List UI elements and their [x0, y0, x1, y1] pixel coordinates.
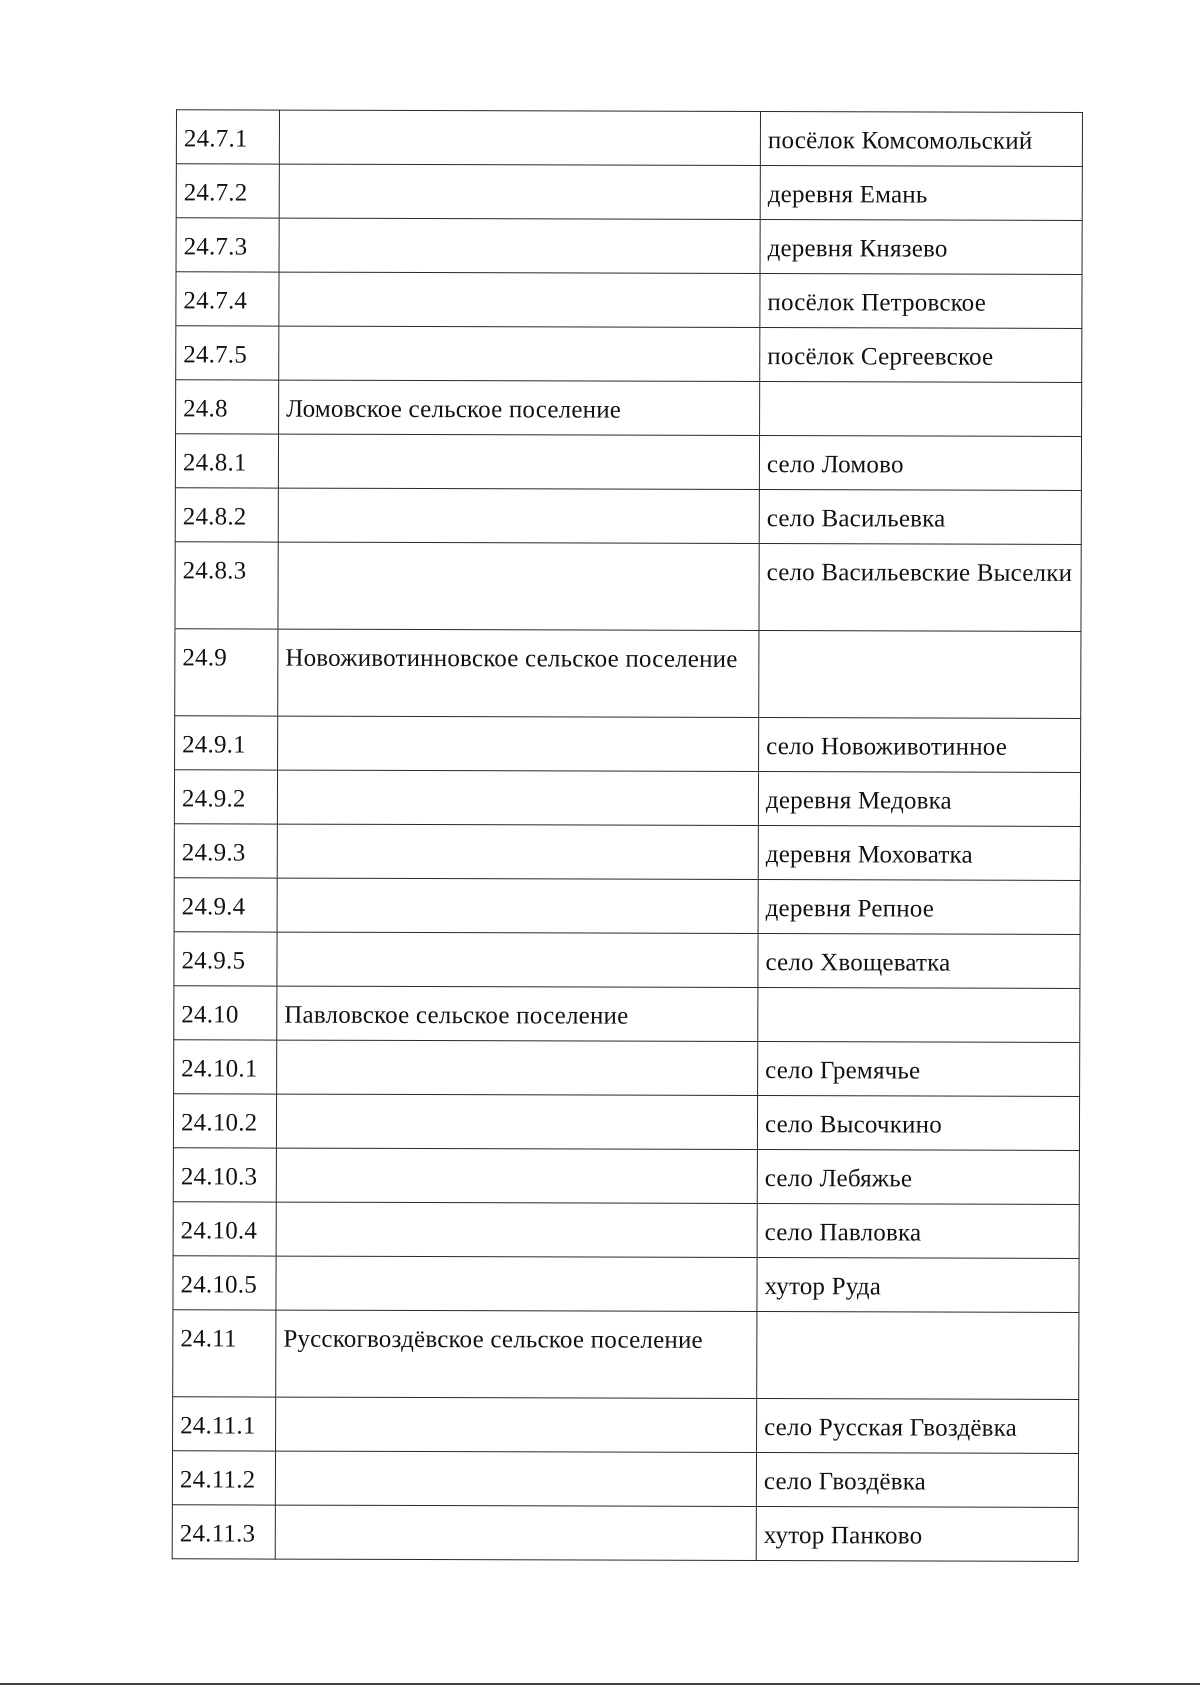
settlement-cell	[279, 110, 760, 165]
row-number-cell: 24.10.3	[173, 1148, 276, 1202]
settlement-cell	[277, 878, 758, 933]
locality-cell: деревня Медовка	[758, 772, 1080, 827]
row-number-cell: 24.8.1	[175, 434, 278, 488]
table-row-settlement-heading	[174, 986, 1080, 1043]
locality-cell: хутор Руда	[757, 1258, 1079, 1313]
locality-cell: село Лебяжье	[757, 1150, 1079, 1205]
settlement-cell	[279, 164, 760, 219]
settlement-cell	[279, 326, 760, 381]
locality-cell	[759, 631, 1081, 719]
row-number-cell: 24.10.2	[173, 1094, 276, 1148]
table-row	[172, 1505, 1078, 1562]
locality-cell	[758, 988, 1080, 1043]
table-row-settlement-heading	[176, 380, 1082, 437]
locality-cell: село Ломово	[759, 436, 1081, 491]
settlement-cell	[276, 1397, 757, 1452]
table-row	[173, 1397, 1079, 1454]
settlement-cell	[276, 1148, 757, 1203]
settlement-cell	[275, 1505, 756, 1560]
row-number-cell: 24.9	[175, 629, 278, 716]
settlement-cell	[278, 488, 759, 543]
locality-cell: село Русская Гвоздёвка	[757, 1399, 1079, 1454]
row-number-cell: 24.9.2	[174, 770, 277, 824]
row-number-cell: 24.11.1	[173, 1397, 276, 1451]
row-number-cell: 24.8.3	[175, 542, 278, 629]
row-number-cell: 24.7.4	[176, 272, 279, 326]
table-row	[172, 1451, 1078, 1508]
locality-cell: деревня Моховатка	[758, 826, 1080, 881]
locality-cell: село Хвощеватка	[758, 934, 1080, 989]
locality-cell: село Гвоздёвка	[756, 1453, 1078, 1508]
locality-cell: село Гремячье	[758, 1042, 1080, 1097]
settlement-cell: Павловское сельское поселение	[277, 986, 758, 1041]
table-row	[176, 164, 1082, 221]
table-row	[173, 1148, 1079, 1205]
locality-cell: посёлок Сергеевское	[760, 328, 1082, 383]
settlement-cell	[276, 1202, 757, 1257]
locality-cell: село Высочкино	[757, 1096, 1079, 1151]
settlement-cell	[277, 770, 758, 825]
row-number-cell: 24.7.3	[176, 218, 279, 272]
settlement-cell: Ломовское сельское поселение	[279, 380, 760, 435]
settlement-cell: Новоживотинновское сельское поселение	[278, 629, 759, 717]
row-number-cell: 24.8.2	[175, 488, 278, 542]
locality-cell: село Васильевские Выселки	[759, 544, 1081, 632]
locality-cell	[760, 382, 1082, 437]
settlements-table	[172, 109, 1083, 1562]
table-row	[175, 434, 1081, 491]
table-row	[174, 878, 1080, 935]
row-number-cell: 24.10.4	[173, 1202, 276, 1256]
locality-cell: село Васильевка	[759, 490, 1081, 545]
row-number-cell: 24.7.1	[176, 110, 279, 164]
row-number-cell: 24.10.1	[174, 1040, 277, 1094]
row-number-cell: 24.7.2	[176, 164, 279, 218]
table-row	[174, 770, 1080, 827]
row-number-cell: 24.10	[174, 986, 277, 1040]
locality-cell: посёлок Петровское	[760, 274, 1082, 329]
table-row	[174, 824, 1080, 881]
settlement-cell	[277, 824, 758, 879]
settlement-cell	[278, 716, 759, 771]
settlement-cell	[278, 434, 759, 489]
locality-cell: деревня Емань	[760, 166, 1082, 221]
table-row	[174, 932, 1080, 989]
row-number-cell: 24.9.1	[175, 716, 278, 770]
table-row	[173, 1094, 1079, 1151]
settlement-cell: Русскогвоздёвское сельское поселение	[276, 1310, 757, 1398]
table-row	[176, 110, 1082, 167]
table-row	[175, 488, 1081, 545]
table-row	[176, 218, 1082, 275]
row-number-cell: 24.9.4	[174, 878, 277, 932]
row-number-cell: 24.9.5	[174, 932, 277, 986]
locality-cell	[757, 1312, 1079, 1400]
table-row	[175, 542, 1081, 632]
table-row	[176, 272, 1082, 329]
table-row	[174, 1040, 1080, 1097]
table-row-settlement-heading	[175, 629, 1081, 719]
table-row	[175, 716, 1081, 773]
settlement-cell	[276, 1094, 757, 1149]
locality-cell: село Павловка	[757, 1204, 1079, 1259]
locality-cell: деревня Репное	[758, 880, 1080, 935]
row-number-cell: 24.7.5	[176, 326, 279, 380]
table-row-settlement-heading	[173, 1310, 1079, 1400]
table-row	[176, 326, 1082, 383]
locality-cell: посёлок Комсомольский	[760, 112, 1082, 167]
locality-cell: деревня Князево	[760, 220, 1082, 275]
settlement-cell	[276, 1256, 757, 1311]
row-number-cell: 24.8	[176, 380, 279, 434]
settlement-cell	[279, 218, 760, 273]
row-number-cell: 24.10.5	[173, 1256, 276, 1310]
row-number-cell: 24.9.3	[174, 824, 277, 878]
row-number-cell: 24.11.3	[172, 1505, 275, 1559]
page-bottom-rule	[0, 1683, 1200, 1685]
settlement-cell	[278, 542, 759, 630]
locality-cell: хутор Панково	[756, 1507, 1078, 1562]
table-row	[173, 1256, 1079, 1313]
locality-cell: село Новоживотинное	[759, 718, 1081, 773]
settlement-cell	[277, 1040, 758, 1095]
settlement-cell	[279, 272, 760, 327]
row-number-cell: 24.11	[173, 1310, 276, 1397]
table-row	[173, 1202, 1079, 1259]
settlement-cell	[277, 932, 758, 987]
row-number-cell: 24.11.2	[172, 1451, 275, 1505]
settlement-cell	[275, 1451, 756, 1506]
